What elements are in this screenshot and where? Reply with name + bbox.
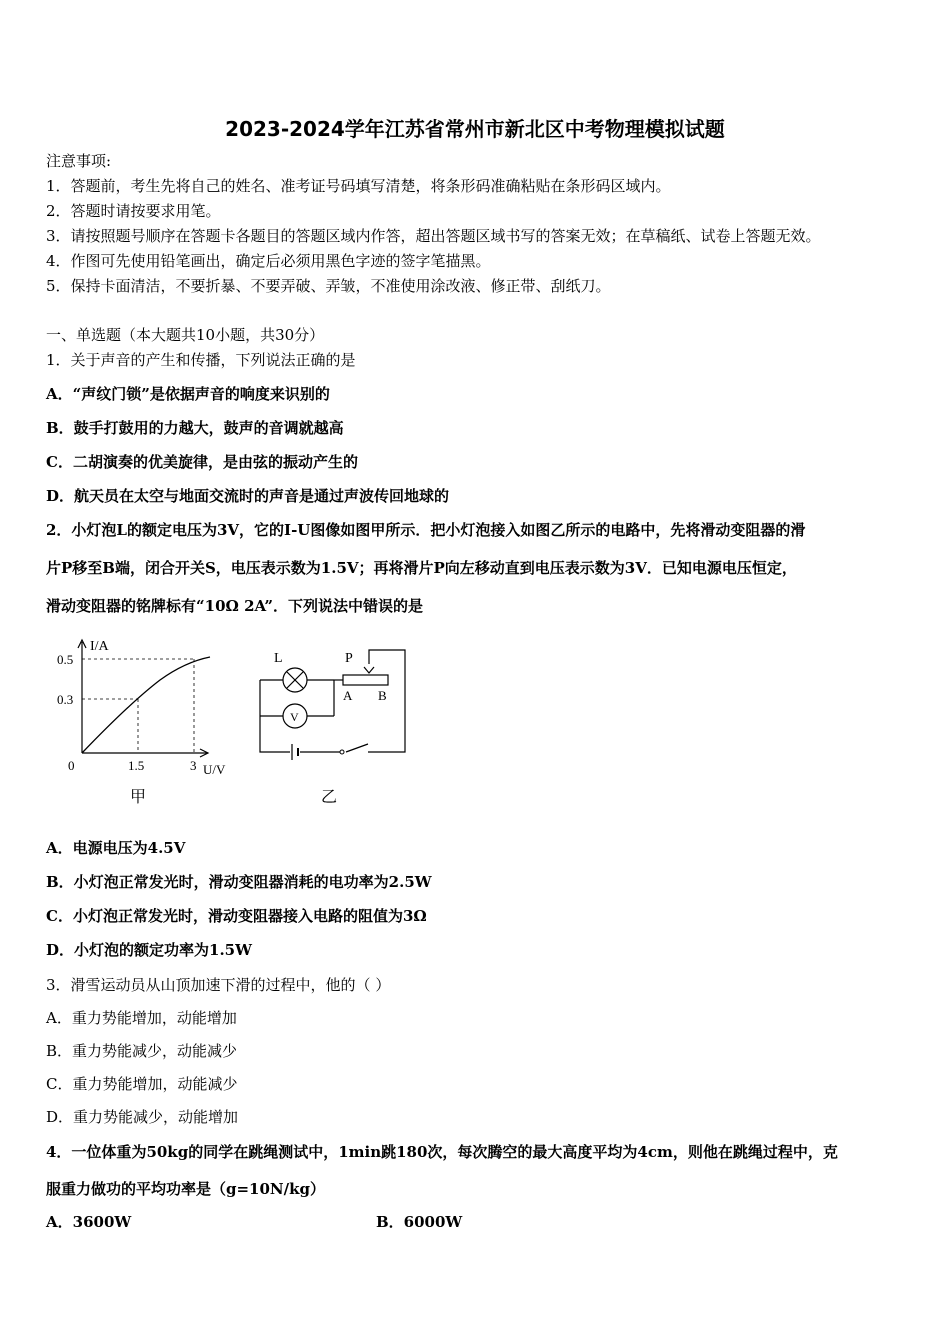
q1-option-a: A．“声纹门锁”是依据声音的响度来识别的 (46, 385, 330, 403)
q3-stem: 3．滑雪运动员从山顶加速下滑的过程中，他的（ ） (46, 976, 391, 994)
q2-stem-line: 片P移至B端，闭合开关S，电压表示数为1.5V；再将滑片P向左移动直到电压表示数为3V．已知电源电压恒定， (46, 559, 797, 577)
switch (346, 744, 368, 752)
figure-caption-yi: 乙 (321, 789, 338, 806)
rheostat-end-a: A (343, 688, 353, 703)
y-axis-label: I/A (90, 639, 109, 654)
notice-item: 4．作图可先使用铅笔画出，确定后必须用黑色字迹的签字笔描黑。 (46, 252, 491, 270)
notice-item: 1．答题前，考生先将自己的姓名、准考证号码填写清楚，将条形码准确粘贴在条形码区域内。 (46, 177, 671, 195)
circuit-diagram-figure (250, 640, 420, 810)
notice-item: 5．保持卡面清洁，不要折暴、不要弄破、弄皱，不准使用涂改液、修正带、刮纸刀。 (46, 277, 611, 295)
q4-stem-line: 服重力做功的平均功率是（g=10N/kg） (46, 1180, 326, 1198)
origin-label: 0 (68, 758, 75, 773)
q2-option-a: A．电源电压为4.5V (46, 839, 186, 857)
voltmeter-label: V (290, 710, 299, 724)
q3-option-c: C．重力势能增加，动能减少 (46, 1075, 238, 1093)
q4-stem-line: 4．一位体重为50kg的同学在跳绳测试中，1min跳180次，每次腾空的最大高度平均为4cm，则他在跳绳过程中，克 (46, 1143, 838, 1161)
iu-graph-figure (50, 628, 250, 812)
x-tick-label: 3 (190, 758, 197, 773)
x-axis-label: U/V (203, 762, 226, 777)
q2-stem-line: 2．小灯泡L的额定电压为3V，它的I-U图像如图甲所示．把小灯泡接入如图乙所示的电路中，先将滑动变阻器的滑 (46, 521, 806, 539)
rheostat (343, 675, 388, 685)
q2-option-d: D．小灯泡的额定功率为1.5W (46, 941, 252, 959)
x-tick-label: 1.5 (128, 758, 145, 773)
notice-item: 2．答题时请按要求用笔。 (46, 202, 221, 220)
y-tick-label: 0.3 (57, 692, 74, 707)
y-tick-label: 0.5 (57, 652, 74, 667)
q1-option-d: D．航天员在太空与地面交流时的声音是通过声波传回地球的 (46, 487, 450, 505)
section-heading: 一、单选题（本大题共10小题，共30分） (46, 326, 325, 344)
rheostat-end-b: B (378, 688, 387, 703)
q3-option-d: D．重力势能减少，动能增加 (46, 1108, 239, 1126)
switch-contact (340, 750, 344, 754)
q3-option-a: A．重力势能增加，动能增加 (46, 1009, 237, 1027)
page-title: 2023-2024学年江苏省常州市新北区中考物理模拟试题 (225, 117, 725, 141)
q1-option-b: B．鼓手打鼓用的力越大，鼓声的音调就越高 (46, 419, 344, 437)
q4-option-a: A．3600W (46, 1213, 132, 1231)
q2-stem-line: 滑动变阻器的铭牌标有“10Ω 2A”．下列说法中错误的是 (46, 597, 424, 615)
q2-option-c: C．小灯泡正常发光时，滑动变阻器接入电路的阻值为3Ω (46, 907, 427, 925)
notice-heading: 注意事项: (46, 152, 112, 170)
q1-option-c: C．二胡演奏的优美旋律，是由弦的振动产生的 (46, 453, 358, 471)
slider-arrow (364, 667, 374, 673)
q2-option-b: B．小灯泡正常发光时，滑动变阻器消耗的电功率为2.5W (46, 873, 432, 891)
q4-option-b: B．6000W (376, 1213, 463, 1231)
lamp-label: L (274, 651, 283, 666)
q1-stem: 1．关于声音的产生和传播，下列说法正确的是 (46, 351, 356, 369)
q3-option-b: B．重力势能减少，动能减少 (46, 1042, 238, 1060)
notice-item: 3．请按照题号顺序在答题卡各题目的答题区域内作答，超出答题区域书写的答案无效；在草稿纸、试卷上答题无效。 (46, 227, 821, 245)
figure-caption-jia: 甲 (130, 789, 147, 806)
slider-label: P (345, 651, 353, 666)
iu-curve (82, 657, 210, 753)
